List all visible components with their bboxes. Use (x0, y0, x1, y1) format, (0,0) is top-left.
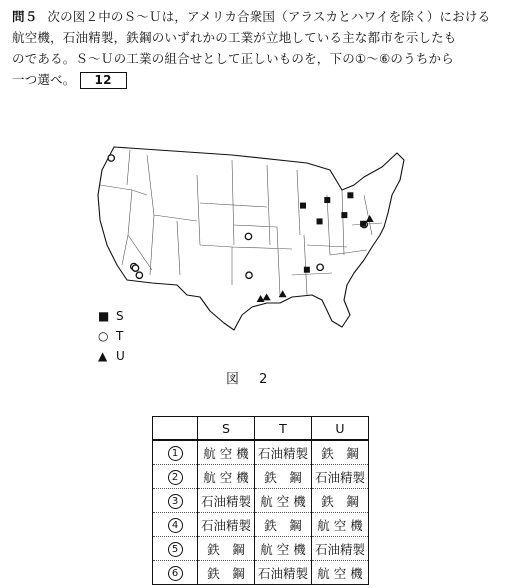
header-u: U (312, 417, 369, 441)
cell-t: 石油精製 (255, 440, 312, 465)
question-line-1: 問５ 次の図２中のＳ～Ｕは，アメリカ合衆国（アラスカとハワイを除く）における (12, 9, 491, 24)
city-marker-t (246, 272, 252, 278)
cell-t: 航 空 機 (255, 537, 312, 561)
table-row[interactable] (153, 440, 369, 465)
table-row[interactable] (153, 537, 369, 561)
legend-item-s: ■ S (98, 309, 124, 323)
square-icon: ■ (98, 309, 110, 323)
cell-u: 鉄 鋼 (312, 440, 369, 465)
question-line-3: のである。Ｓ～Ｕの工業の組合せとして正しいものを，下の①～⑥のうちから (12, 51, 454, 66)
map-legend (98, 306, 125, 366)
question-line-4: 一つ選べ。 12 (12, 69, 512, 90)
city-marker-t (136, 272, 142, 278)
table-row[interactable] (153, 561, 369, 585)
cell-t: 鉄 鋼 (255, 465, 312, 489)
cell-s: 鉄 鋼 (198, 561, 255, 585)
legend-item-u: ▲ U (98, 349, 125, 363)
cell-u: 石油精製 (312, 465, 369, 489)
cell-u: 航 空 機 (312, 561, 369, 585)
choice-number: 4 (168, 518, 183, 533)
city-marker-t (132, 265, 138, 271)
city-marker-s (341, 212, 347, 218)
city-marker-u (257, 295, 265, 302)
answer-box[interactable]: 12 (80, 72, 127, 89)
cell-s: 石油精製 (198, 489, 255, 513)
cell-s: 航 空 機 (198, 465, 255, 489)
cell-s: 石油精製 (198, 513, 255, 537)
circle-icon: ○ (98, 329, 109, 343)
city-marker-u (366, 215, 374, 222)
city-marker-t (317, 264, 323, 270)
choice-number: 1 (168, 446, 183, 461)
city-marker-s (360, 221, 366, 227)
cell-u: 鉄 鋼 (312, 489, 369, 513)
city-marker-s (324, 197, 330, 203)
question-text (12, 6, 512, 90)
choice-number: 2 (168, 470, 183, 485)
city-marker-s (347, 192, 353, 198)
table-row[interactable] (153, 513, 369, 537)
legend-item-t: ○ T (98, 329, 124, 343)
triangle-icon: ▲ (98, 349, 108, 363)
cell-s: 鉄 鋼 (198, 537, 255, 561)
choice-number: 5 (168, 542, 183, 557)
choice-number: 6 (168, 566, 183, 581)
choice-number: 3 (168, 494, 183, 509)
question-number: 問５ (12, 9, 38, 24)
header-s: S (198, 417, 255, 441)
question-line-2: 航空機，石油精製，鉄鋼のいずれかの工業が立地している主な都市を示したも (12, 30, 457, 45)
figure-caption: 図 2 (226, 372, 276, 387)
city-marker-u (263, 293, 271, 300)
city-marker-s (300, 203, 306, 209)
cell-t: 航 空 機 (255, 489, 312, 513)
city-marker-t (245, 233, 251, 239)
answer-table (152, 416, 369, 585)
table-header-row (153, 417, 369, 441)
header-t: T (255, 417, 312, 441)
header-blank (153, 417, 198, 441)
table-row[interactable] (153, 489, 369, 513)
cell-t: 石油精製 (255, 561, 312, 585)
city-marker-t (108, 155, 114, 161)
table-row[interactable] (153, 465, 369, 489)
cell-u: 航 空 機 (312, 513, 369, 537)
cell-u: 石油精製 (312, 537, 369, 561)
usa-map (92, 135, 422, 345)
city-marker-s (304, 267, 310, 273)
cell-s: 航 空 機 (198, 440, 255, 465)
cell-t: 鉄 鋼 (255, 513, 312, 537)
city-marker-s (317, 218, 323, 224)
